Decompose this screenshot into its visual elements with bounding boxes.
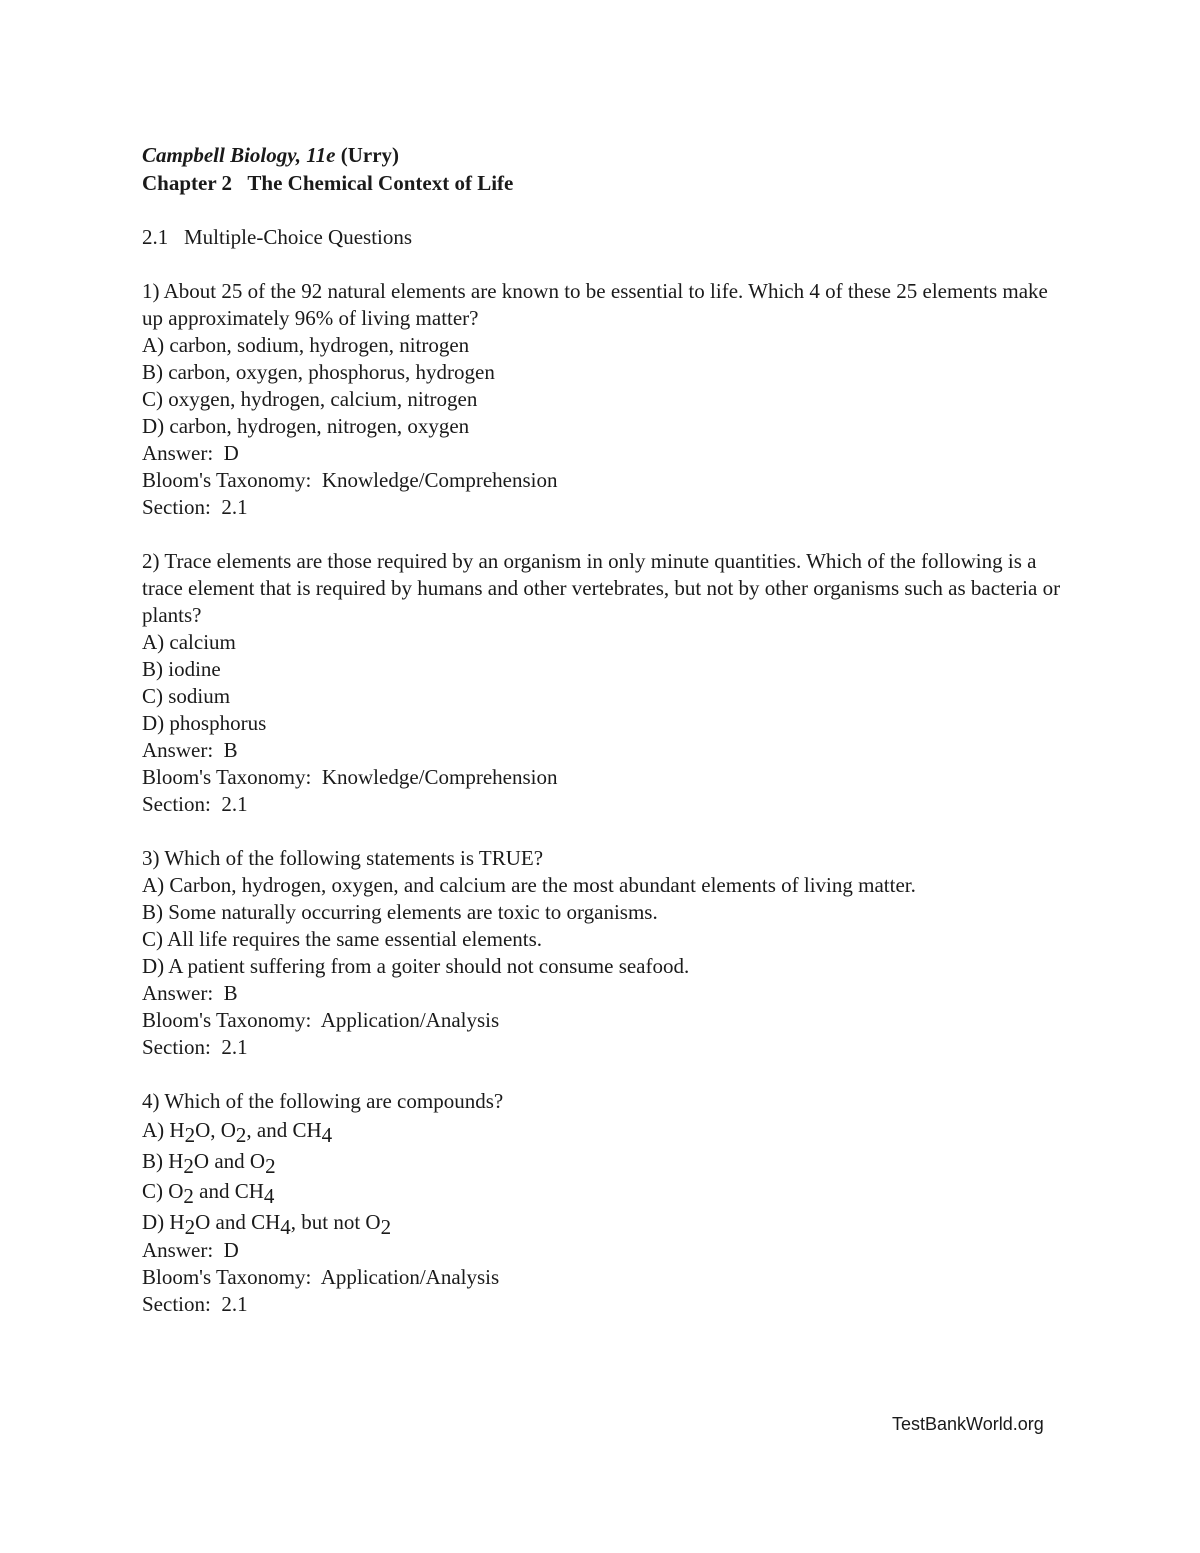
section-heading: 2.1 Multiple-Choice Questions [142,225,413,249]
question-3 [142,845,1062,1061]
option-a: A) Carbon, hydrogen, oxygen, and calcium are the most abundant elements of living matter. [142,873,916,897]
option-a: A) calcium [142,630,236,654]
bloom-taxonomy-line: Bloom's Taxonomy: Application/Analysis [142,1265,500,1289]
footer-watermark: TestBankWorld.org [892,1414,1044,1434]
answer-line: Answer: D [142,441,239,465]
option-c: C) oxygen, hydrogen, calcium, nitrogen [142,387,478,411]
answer-line: Answer: B [142,738,238,762]
question-stem: 3) Which of the following statements is TRUE? [142,846,544,870]
section-line: Section: 2.1 [142,792,248,816]
question-stem: 2) Trace elements are those required by an organism in only minute quantities. Which of the following is a trace element that is required by humans and other vertebrates, but not by other organisms such as bacteria or plants? [142,549,1066,627]
bloom-taxonomy-line: Bloom's Taxonomy: Knowledge/Comprehension [142,468,558,492]
bloom-taxonomy-line: Bloom's Taxonomy: Application/Analysis [142,1008,500,1032]
section-line: Section: 2.1 [142,495,248,519]
question-1 [142,278,1062,521]
option-b: B) $H_2O$ and $O_2$ [142,1148,276,1178]
option-d: D) carbon, hydrogen, nitrogen, oxygen [142,414,470,438]
option-a: A) carbon, sodium, hydrogen, nitrogen [142,333,470,357]
option-d: D) phosphorus [142,711,267,735]
answer-line: Answer: D [142,1238,239,1262]
option-c: C) $O_2$ and $CH_4$ [142,1179,275,1208]
book-title-line [142,141,1062,169]
question-stem: 1) About 25 of the 92 natural elements are known to be essential to life. Which 4 of these 25 elements make up approximately 96% of living matter? [142,279,1054,330]
book-author: (Urry) [340,143,400,167]
option-c: C) All life requires the same essential elements. [142,927,543,951]
option-a: A) $H_2O$, $O_2$, and $CH_4$ [142,1118,333,1147]
question-4 [142,1088,1062,1318]
document-page [142,141,1066,1318]
chapter-title: Chapter 2 The Chemical Context of Life [142,171,514,195]
option-c: C) sodium [142,684,231,708]
question-stem: 4) Which of the following are compounds? [142,1089,504,1113]
section-line: Section: 2.1 [142,1292,248,1316]
book-title: Campbell Biology, 11e [142,143,336,167]
option-b: B) Some naturally occurring elements are toxic to organisms. [142,900,658,924]
answer-line: Answer: B [142,981,238,1005]
option-b: B) carbon, oxygen, phosphorus, hydrogen [142,360,495,384]
option-d: D) $H_2O$ and $CH_4$, but not $O_2$ [142,1209,392,1239]
bloom-taxonomy-line: Bloom's Taxonomy: Knowledge/Comprehension [142,765,558,789]
option-d: D) A patient suffering from a goiter should not consume seafood. [142,954,690,978]
section-line: Section: 2.1 [142,1035,248,1059]
option-b: B) iodine [142,657,221,681]
question-2 [142,548,1066,818]
